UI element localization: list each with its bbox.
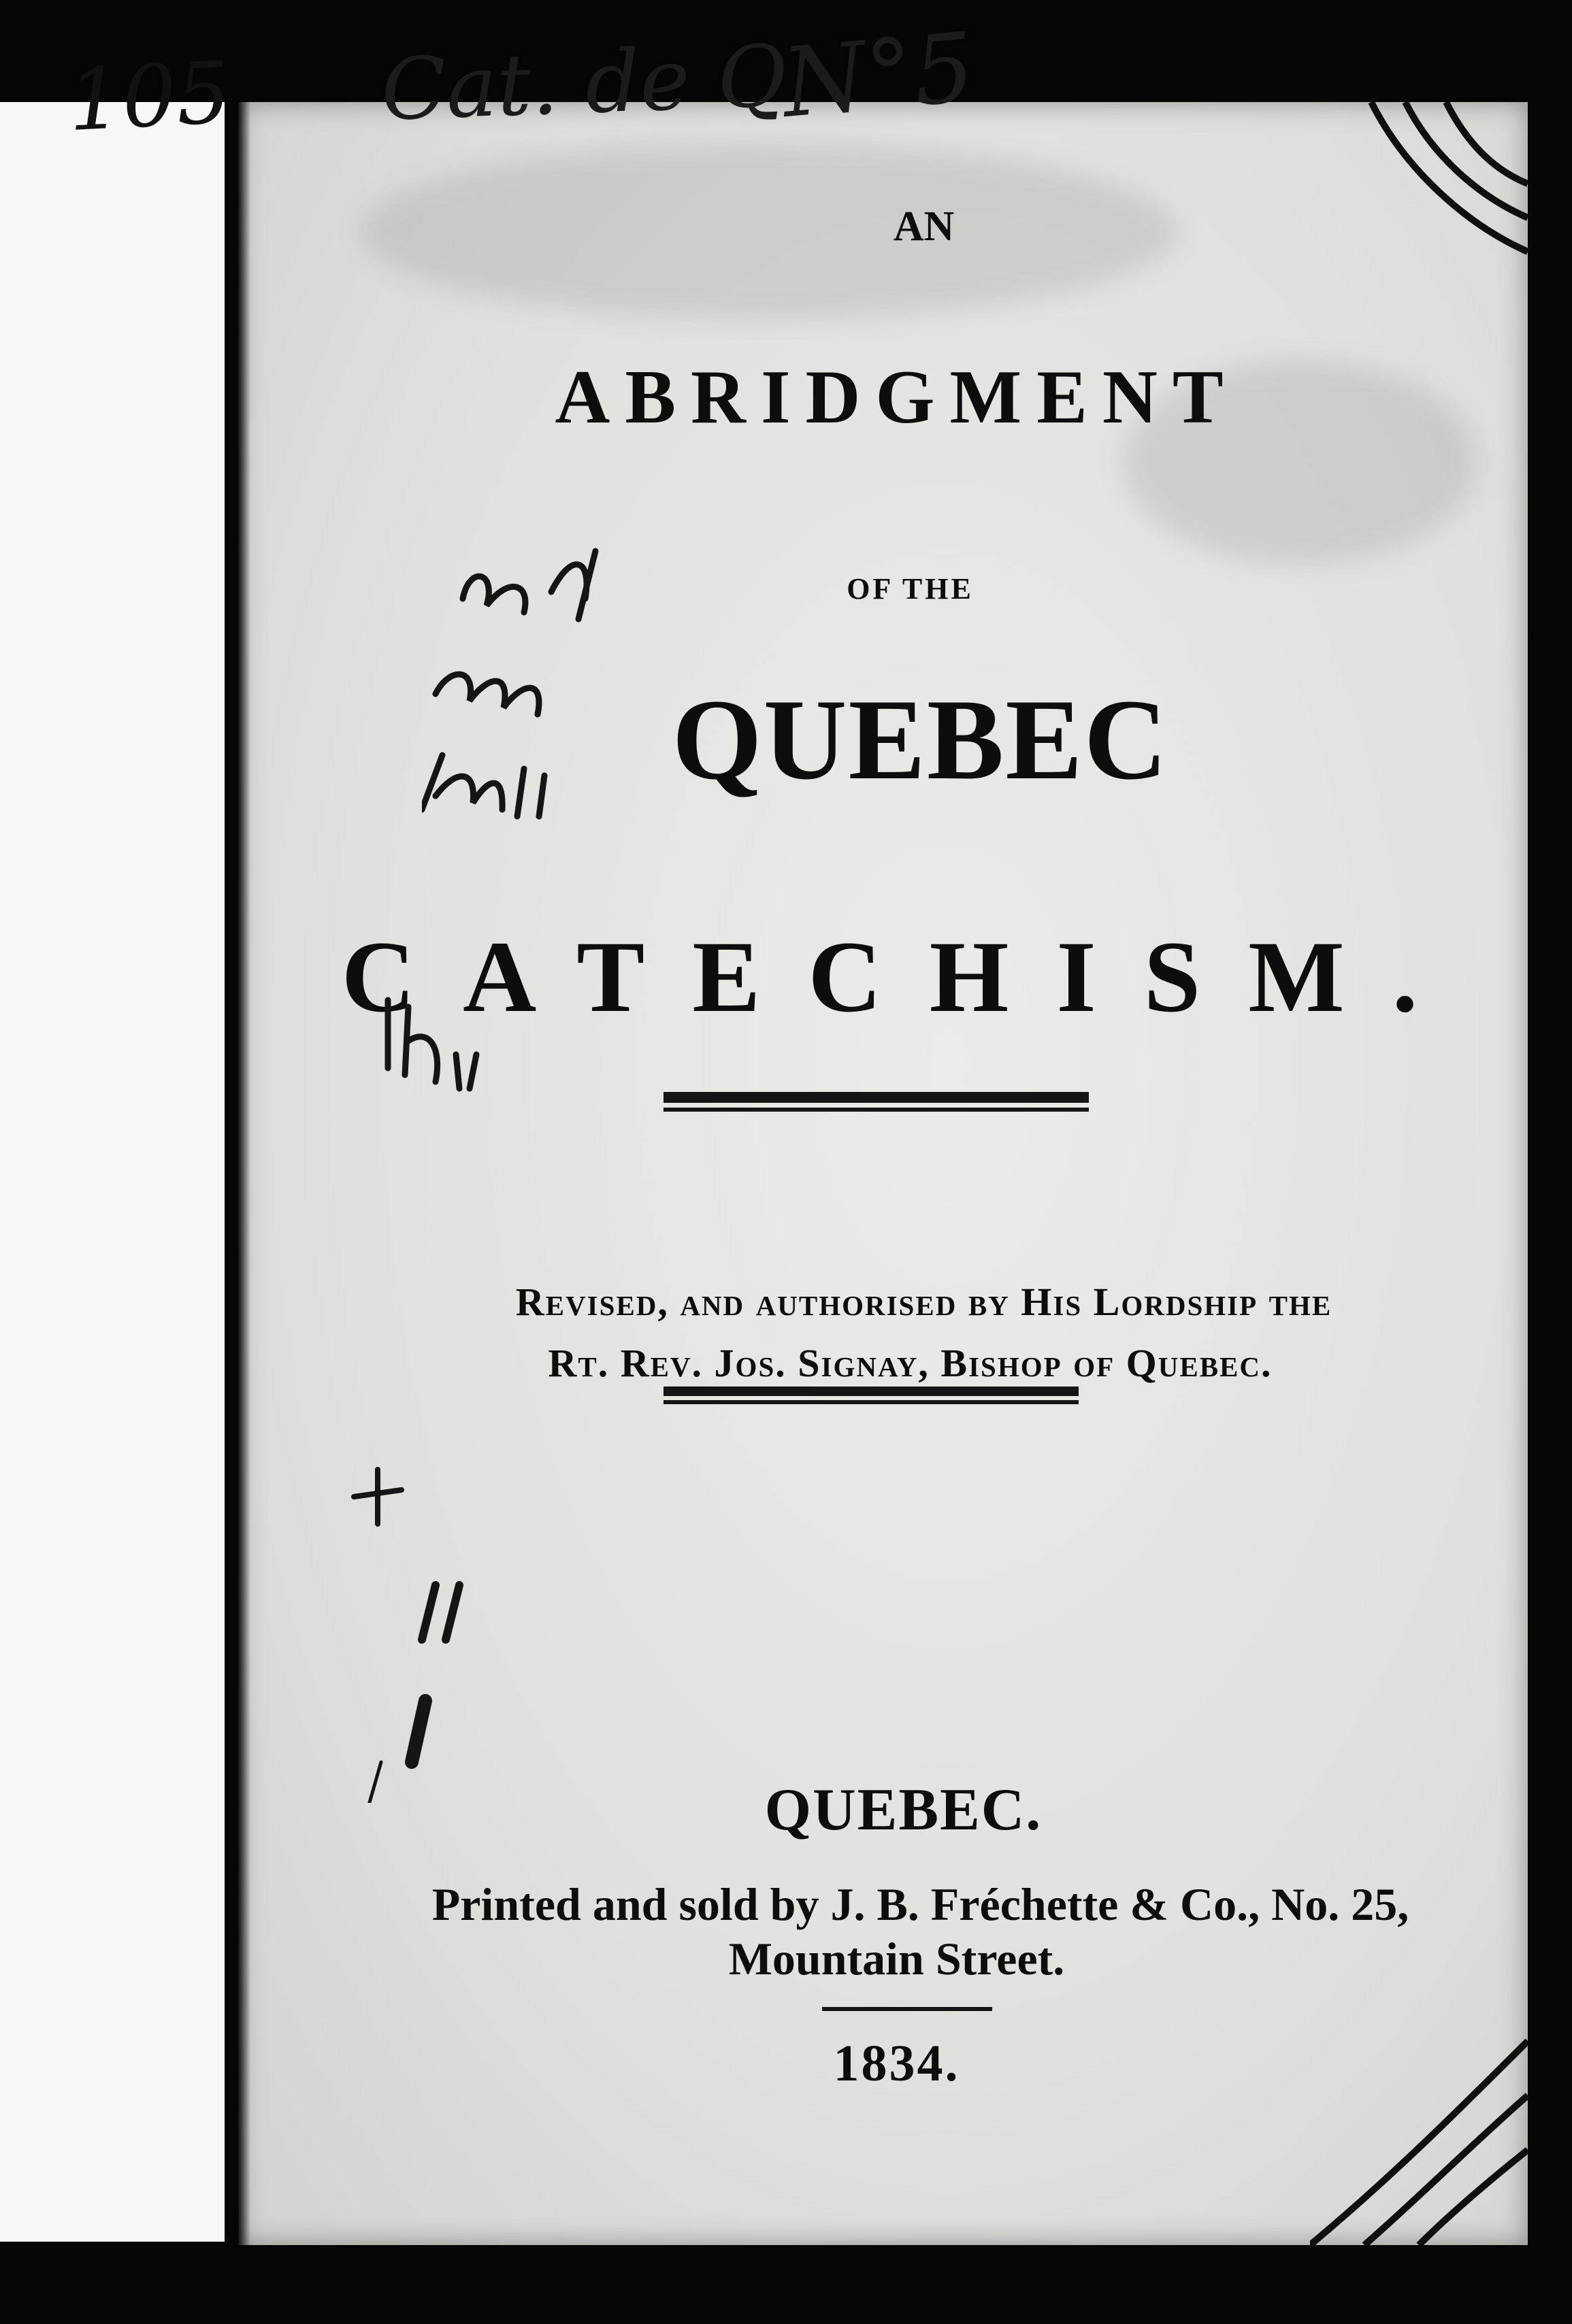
imprint-year: 1834. — [833, 2035, 960, 2092]
worn-corner — [1310, 2027, 1528, 2245]
imprint-printer: Printed and sold by J. B. Fréchette & Co., No. 25, — [431, 1878, 1409, 1930]
heading-catechism: CATECHISM. — [341, 920, 1466, 1033]
heading-quebec: QUEBEC — [672, 676, 1169, 803]
handwritten-scribble — [374, 986, 510, 1102]
authorisation-line-2: Rt. Rev. Jos. Signay, Bishop of Quebec. — [548, 1341, 1273, 1385]
handwritten-shelf-mark: N°5 — [778, 12, 979, 139]
handwritten-scribble — [340, 1381, 476, 1803]
imprint-city: QUEBEC. — [764, 1777, 1043, 1843]
heading-abridgment: ABRIDGMENT — [555, 355, 1239, 439]
double-rule — [664, 1400, 1079, 1404]
title-page — [238, 102, 1528, 2245]
handwritten-catalogue-note: Cat. de Q — [379, 27, 789, 140]
double-rule — [664, 1092, 1089, 1103]
imprint-street: Mountain Street. — [728, 1933, 1065, 1985]
heading-an: AN — [893, 203, 955, 250]
worn-corner — [1364, 102, 1528, 293]
double-rule — [664, 1387, 1079, 1396]
authorisation-line-1: Revised, and authorised by His Lordship the — [515, 1280, 1332, 1324]
handwritten-number: 105 — [65, 43, 233, 151]
heading-of-the: OF THE — [847, 572, 974, 605]
blank-flyleaf — [0, 102, 225, 2242]
double-rule — [664, 1108, 1089, 1112]
short-rule — [822, 2007, 992, 2011]
handwritten-scribble — [422, 510, 667, 918]
